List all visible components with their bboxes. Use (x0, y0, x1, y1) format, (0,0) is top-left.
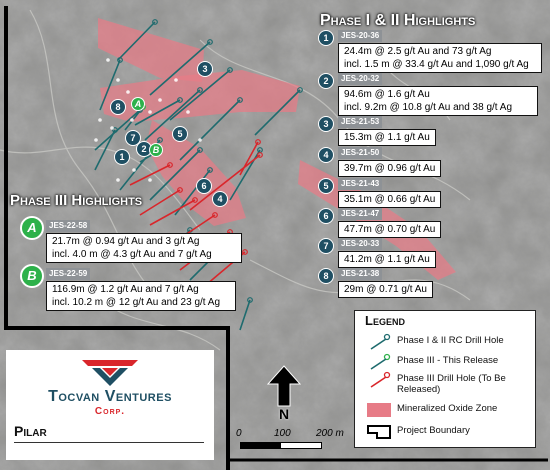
north-label: N (278, 406, 290, 422)
scale-tick-0: 0 (236, 428, 242, 439)
legend-title: Legend (365, 313, 405, 328)
green-drill-hole-icon (365, 353, 393, 371)
scale-segment-black (240, 442, 280, 449)
hole-id: JES-21-47 (338, 208, 382, 220)
boundary-icon (365, 423, 393, 441)
hole-result: 15.3m @ 1.1 g/t Au (338, 129, 436, 146)
legend-label: Phase I & II RC Drill Hole (397, 335, 504, 346)
hole-result (46, 233, 242, 263)
scale-tick-200: 200 m (316, 428, 344, 439)
project-name: Pilar (14, 423, 47, 439)
hole-id: JES-21-53 (338, 116, 382, 128)
hole-result: 35.1m @ 0.66 g/t Au (338, 191, 441, 208)
map-badge-3: 3 (197, 61, 213, 77)
result-line: 94.6m @ 1.6 g/t Au (344, 89, 430, 100)
result-line: incl. 1.5 m @ 33.4 g/t Au and 1,090 g/t Ag (344, 59, 529, 70)
project-divider (14, 442, 204, 443)
phase12-heading: Phase I & II Highlights (320, 12, 476, 29)
hole-result (46, 281, 236, 311)
result-line: incl. 10.2 m @ 12 g/t Au and 23 g/t Ag (52, 297, 221, 308)
hole-result: 47.7m @ 0.70 g/t Au (338, 221, 441, 238)
hole-result: 29m @ 0.71 g/t Au (338, 281, 433, 298)
list-badge: 8 (318, 268, 334, 284)
legend (354, 310, 536, 448)
list-badge: 6 (318, 208, 334, 224)
scale-segment-white (280, 442, 322, 449)
legend-label: Phase III - This Release (397, 355, 499, 366)
company-logo-icon (80, 354, 140, 388)
list-badge: 5 (318, 178, 334, 194)
legend-item-phase3-pending (365, 371, 507, 397)
legend-item-phase3-released (365, 353, 498, 373)
hole-id: JES-20-32 (338, 73, 382, 85)
list-badge: 4 (318, 147, 334, 163)
hole-id: JES-22-58 (46, 220, 90, 232)
hole-id: JES-21-38 (338, 268, 382, 280)
company-name: Tocvan Ventures (48, 388, 172, 405)
list-badge: 1 (318, 30, 334, 46)
phase3-heading: Phase III Highlights (10, 192, 143, 209)
legend-item-boundary (365, 423, 470, 443)
list-badge: B (20, 264, 44, 288)
legend-item-oxide-zone (365, 401, 497, 421)
list-badge: A (20, 216, 44, 240)
hole-result: 41.2m @ 1.1 g/t Au (338, 251, 436, 268)
map-badge-a: A (131, 97, 145, 111)
result-line: incl. 4.0 m @ 4.3 g/t Au and 7 g/t Ag (52, 249, 212, 260)
hole-id: JES-21-50 (338, 147, 382, 159)
north-arrow-icon (266, 364, 302, 408)
hole-result: 39.7m @ 0.96 g/t Au (338, 160, 441, 177)
teal-drill-hole-icon (365, 333, 393, 351)
result-line: 24.4m @ 2.5 g/t Au and 73 g/t Ag (344, 46, 492, 57)
list-badge: 2 (318, 73, 334, 89)
result-line: 116.9m @ 1.2 g/t Au and 7 g/t Ag (52, 284, 199, 295)
scale-tick-100: 100 (274, 428, 291, 439)
company-logo-panel (6, 350, 214, 460)
map-badge-1: 1 (114, 149, 130, 165)
map-badge-7: 7 (125, 130, 141, 146)
legend-label: Phase III Drill Hole (To Be Released) (397, 373, 506, 395)
company-suffix: Corp. (94, 406, 126, 417)
hole-id: JES-22-59 (46, 268, 90, 280)
hole-id: JES-20-33 (338, 238, 382, 250)
hole-result (338, 86, 538, 116)
list-badge: 7 (318, 238, 334, 254)
oxide-zone-swatch (365, 401, 393, 419)
map-badge-b: B (149, 143, 163, 157)
result-line: incl. 9.2m @ 10.8 g/t Au and 38 g/t Ag (344, 102, 513, 113)
red-drill-hole-icon (365, 371, 393, 389)
map-badge-6: 6 (196, 178, 212, 194)
legend-label: Mineralized Oxide Zone (397, 403, 498, 414)
map-badge-2: 2 (136, 141, 152, 157)
scale-bar (238, 428, 358, 454)
hole-result (338, 43, 542, 73)
hole-id: JES-20-36 (338, 30, 382, 42)
result-line: 21.7m @ 0.94 g/t Au and 3 g/t Ag (52, 236, 200, 247)
map-badge-4: 4 (212, 191, 228, 207)
north-arrow (266, 364, 302, 424)
hole-id: JES-21-43 (338, 178, 382, 190)
legend-item-phase12 (365, 333, 504, 353)
map-badge-5: 5 (172, 126, 188, 142)
list-badge: 3 (318, 116, 334, 132)
legend-label: Project Boundary (397, 425, 470, 436)
map-badge-8: 8 (110, 99, 126, 115)
